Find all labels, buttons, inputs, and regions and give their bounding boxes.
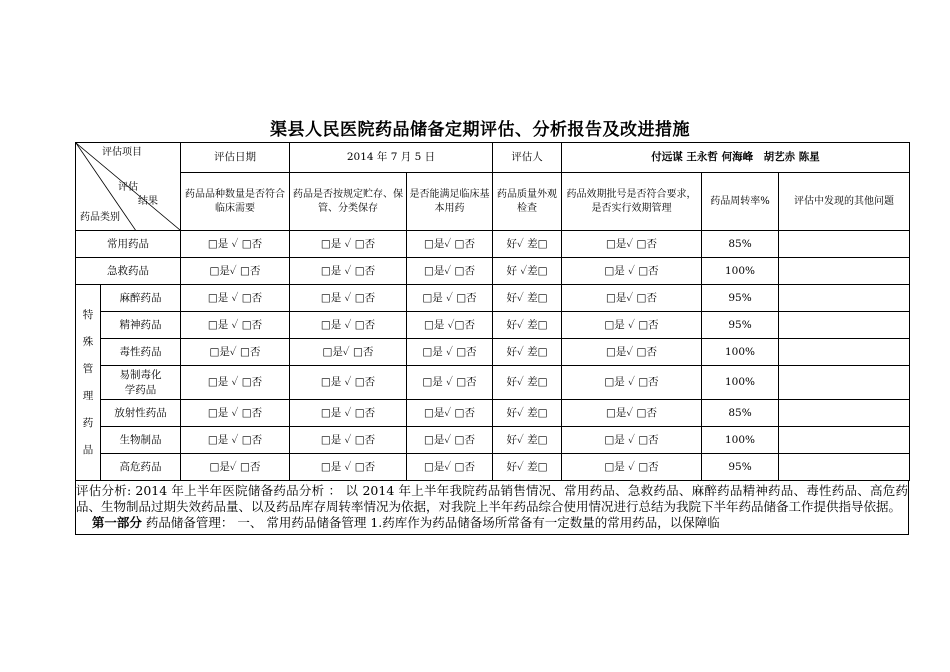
check-cell: □是 ✓ □否 [181,427,290,454]
other-issues-cell [779,454,910,481]
special-label-char: 品 [82,443,94,456]
assessor-label: 评估人 [493,143,562,173]
other-issues-cell [779,339,910,366]
category-cell: 生物制品 [101,427,181,454]
check-cell: □是✓ □否 [181,339,290,366]
check-cell: □是 ✓ □否 [290,427,407,454]
column-header: 是否能满足临床基本用药 [407,173,493,231]
other-issues-cell [779,231,910,258]
check-cell: □是✓ □否 [562,339,702,366]
check-cell: □是 ✓ □否 [290,400,407,427]
check-cell: □是 ✓ □否 [290,312,407,339]
category-cell: 精神药品 [101,312,181,339]
check-cell: □是 ✓□否 [407,312,493,339]
column-header: 药品质量外观检查 [493,173,562,231]
check-cell: □是 ✓ □否 [290,258,407,285]
check-cell: □是✓ □否 [407,231,493,258]
table-row [76,366,910,400]
column-header: 药品品种数量是否符合临床需要 [181,173,290,231]
quality-cell: 好✓ 差□ [493,285,562,312]
quality-cell: 好✓ 差□ [493,312,562,339]
corner-label-eval: 评估 [118,182,138,193]
turnover-cell: 100% [702,427,779,454]
other-issues-cell [779,427,910,454]
quality-cell: 好✓ 差□ [493,427,562,454]
check-cell: □是✓ □否 [181,258,290,285]
category-cell: 高危药品 [101,454,181,481]
part-one-text: 药品储备管理： 一、 常用药品储备管理 1.药库作为药品储备场所常备有一定数量的常用药品，以保障临 [141,515,720,530]
turnover-cell: 95% [702,285,779,312]
check-cell: □是 ✓ □否 [407,339,493,366]
corner-label-category: 药品类别 [80,212,120,223]
turnover-cell: 85% [702,400,779,427]
check-cell: □是 ✓ □否 [181,285,290,312]
column-header: 药品周转率% [702,173,779,231]
table-row [76,231,910,258]
turnover-cell: 100% [702,258,779,285]
corner-label-result: 结果 [138,196,158,207]
category-text: 易制毒化学药品 [119,369,162,396]
check-cell: □是✓ □否 [562,400,702,427]
table-row [76,339,910,366]
quality-cell: 好✓ 差□ [493,454,562,481]
special-label-char: 管 [82,362,94,375]
table-row [76,400,910,427]
turnover-cell: 85% [702,231,779,258]
check-cell: □是 ✓ □否 [181,312,290,339]
table-row [76,427,910,454]
assessor-names: 付远谋 王永哲 何海峰 胡艺赤 陈星 [562,143,910,173]
date-label: 评估日期 [181,143,290,173]
analysis-section [75,481,909,535]
check-cell: □是 ✓ □否 [562,366,702,400]
column-header: 药品是否按规定贮存、保管、分类保存 [290,173,407,231]
evaluation-table [75,142,909,535]
turnover-cell: 100% [702,339,779,366]
category-cell: 毒性药品 [101,339,181,366]
check-cell: □是 ✓ □否 [562,258,702,285]
check-cell: □是 ✓ □否 [562,427,702,454]
quality-cell: 好✓ 差□ [493,339,562,366]
other-issues-cell [779,258,910,285]
header-corner-cell [76,143,181,231]
check-cell: □是 ✓ □否 [181,366,290,400]
other-issues-cell [779,312,910,339]
check-cell: □是✓ □否 [407,400,493,427]
check-cell: □是✓ □否 [290,339,407,366]
special-label-char: 理 [82,389,94,402]
special-label-char: 特 [82,308,94,321]
document-title: 渠县人民医院药品储备定期评估、分析报告及改进措施 [270,120,690,140]
turnover-cell: 95% [702,454,779,481]
table-row [76,285,910,312]
check-cell: □是✓ □否 [181,454,290,481]
category-cell: 常用药品 [76,231,181,258]
check-cell: □是 ✓ □否 [181,400,290,427]
category-cell: 急救药品 [76,258,181,285]
quality-cell: 好 ✓差□ [493,258,562,285]
check-cell: □是 ✓ □否 [290,454,407,481]
other-issues-cell [779,366,910,400]
part-one-paragraph [76,515,908,531]
check-cell: □是✓ □否 [407,258,493,285]
quality-cell: 好✓ 差□ [493,366,562,400]
column-header: 评估中发现的其他问题 [779,173,910,231]
check-cell: □是 ✓ □否 [562,454,702,481]
check-cell: □是 ✓ □否 [562,312,702,339]
check-cell: □是 ✓ □否 [290,285,407,312]
other-issues-cell [779,400,910,427]
corner-label-item: 评估项目 [102,147,142,158]
category-cell: 放射性药品 [101,400,181,427]
check-cell: □是✓ □否 [562,285,702,312]
column-header: 药品效期批号是否符合要求，是否实行效期管理 [562,173,702,231]
category-cell [101,366,181,400]
turnover-cell: 100% [702,366,779,400]
category-cell: 麻醉药品 [101,285,181,312]
quality-cell: 好✓ 差□ [493,231,562,258]
special-management-label [76,285,101,481]
check-cell: □是 ✓ □否 [407,285,493,312]
turnover-cell: 95% [702,312,779,339]
table-row [76,312,910,339]
table-row [76,454,910,481]
other-issues-cell [779,285,910,312]
part-one-label: 第一部分 [91,515,142,530]
check-cell: □是 ✓ □否 [407,366,493,400]
date-value: 2014 年 7 月 5 日 [290,143,493,173]
quality-cell: 好✓ 差□ [493,400,562,427]
special-label-char: 殊 [82,335,94,348]
table-row [76,258,910,285]
analysis-text: 评估分析: 2014 年上半年医院储备药品分析 ： 以 2014 年上半年我院药品销售情况、常用药品、急救药品、麻醉药品精神药品、毒性药品、高危药品、生物制品过期失效药品量、以及药品库存周转率情况为依据，对我院上半年药品综合使用情况进行总结为我院下半年药品储备工作提供指导依据。 [76,483,908,514]
check-cell: □是 ✓ □否 [290,231,407,258]
check-cell: □是✓ □否 [407,427,493,454]
check-cell: □是 ✓ □否 [290,366,407,400]
check-cell: □是✓ □否 [407,454,493,481]
check-cell: □是 ✓ □否 [181,231,290,258]
check-cell: □是✓ □否 [562,231,702,258]
special-label-char: 药 [82,416,94,429]
